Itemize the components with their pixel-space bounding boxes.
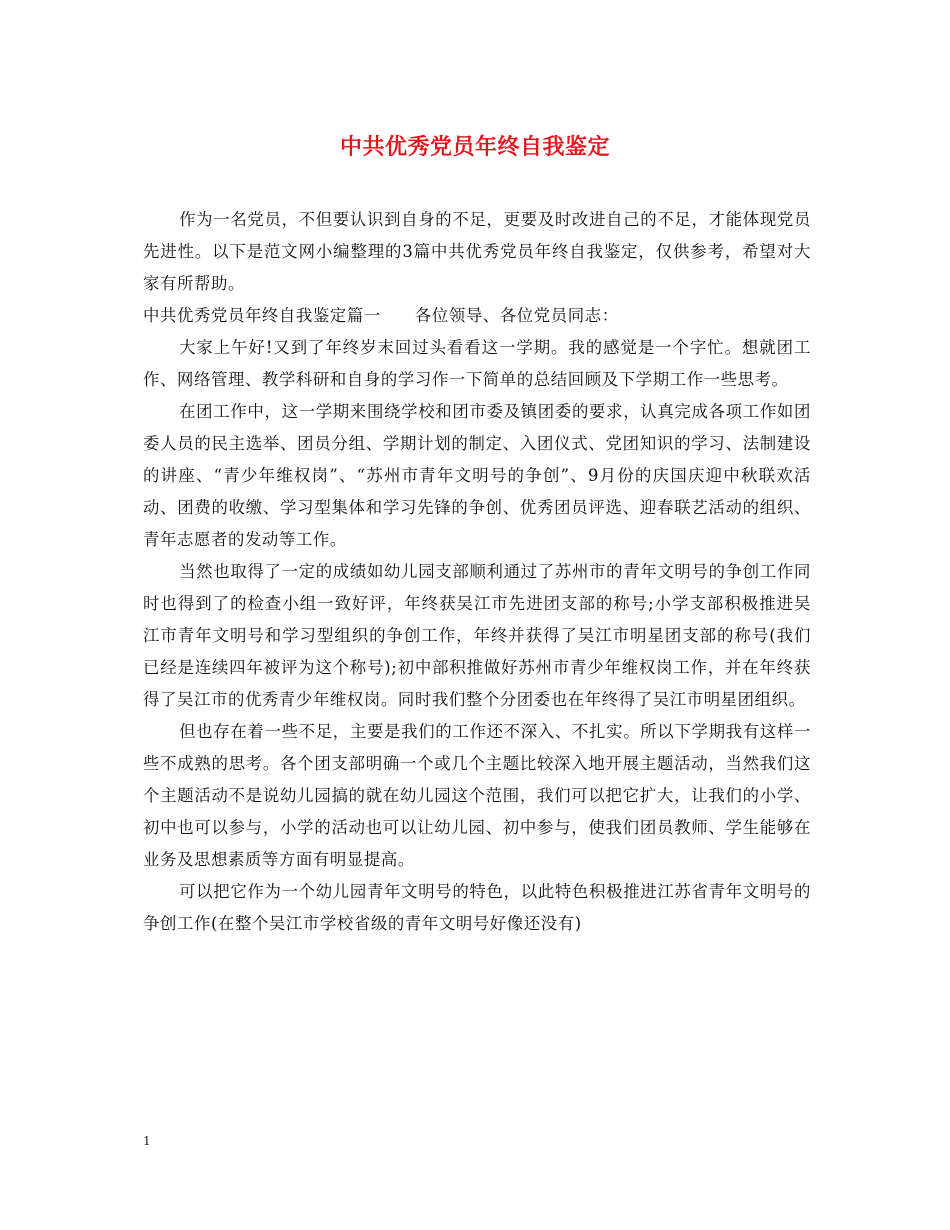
body-paragraph: 但也存在着一些不足，主要是我们的工作还不深入、不扎实。所以下学期我有这样一些不成熟的思考。各个团支部明确一个或几个主题比较深入地开展主题活动，当然我们这个主题活动不是说幼儿园搞的就在幼儿园这个范围，我们可以把它扩大，让我们的小学、初中也可以参与，小学的活动也可以让幼儿园、初中参与，使我们团员教师、学生能够在业务及思想素质等方面有明显提高。 — [143, 722, 811, 869]
body-paragraph: 在团工作中，这一学期来围绕学校和团市委及镇团委的要求，认真完成各项工作如团委人员的民主选举、团员分组、学期计划的制定、入团仪式、党团知识的学习、法制建设的讲座、“青少年维权岗”、“苏州市青年文明号的争创”、9月份的庆国庆迎中秋联欢活动、团费的收缴、学习型集体和学习先锋的争创、优秀团员评选、迎春联艺活动的组织、青年志愿者的发动等工作。 — [143, 402, 811, 549]
body-paragraph: 可以把它作为一个幼儿园青年文明号的特色，以此特色积极推进江苏省青年文明号的争创工作(在整个吴江市学校省级的青年文明号好像还没有) — [143, 882, 811, 933]
document-title: 中共优秀党员年终自我鉴定 — [339, 134, 610, 160]
body-paragraph: 大家上午好!又到了年终岁末回过头看看这一学期。我的感觉是一个字忙。想就团工作、网络管理、教学科研和自身的学习作一下简单的总结回顾及下学期工作一些思考。 — [143, 338, 811, 389]
document-body — [143, 204, 811, 940]
body-paragraph: 当然也取得了一定的成绩如幼儿园支部顺利通过了苏州市的青年文明号的争创工作同时也得到了的检查小组一致好评，年终获吴江市先进团支部的称号;小学支部积极推进吴江市青年文明号和学习型组织的争创工作，年终并获得了吴江市明星团支部的称号(我们已经是连续四年被评为这个称号);初中部积推做好苏州市青少年维权岗工作，并在年终获得了吴江市的优秀青少年维权岗。同时我们整个分团委也在年终得了吴江市明星团组织。 — [143, 562, 811, 709]
intro-paragraph: 作为一名党员，不但要认识到自身的不足，更要及时改进自己的不足，才能体现党员先进性。以下是范文网小编整理的3篇中共优秀党员年终自我鉴定，仅供参考，希望对大家有所帮助。 — [143, 210, 811, 293]
section-heading-line: 中共优秀党员年终自我鉴定篇一 各位领导、各位党员同志： — [143, 306, 619, 325]
page-number: 1 — [143, 1134, 151, 1148]
